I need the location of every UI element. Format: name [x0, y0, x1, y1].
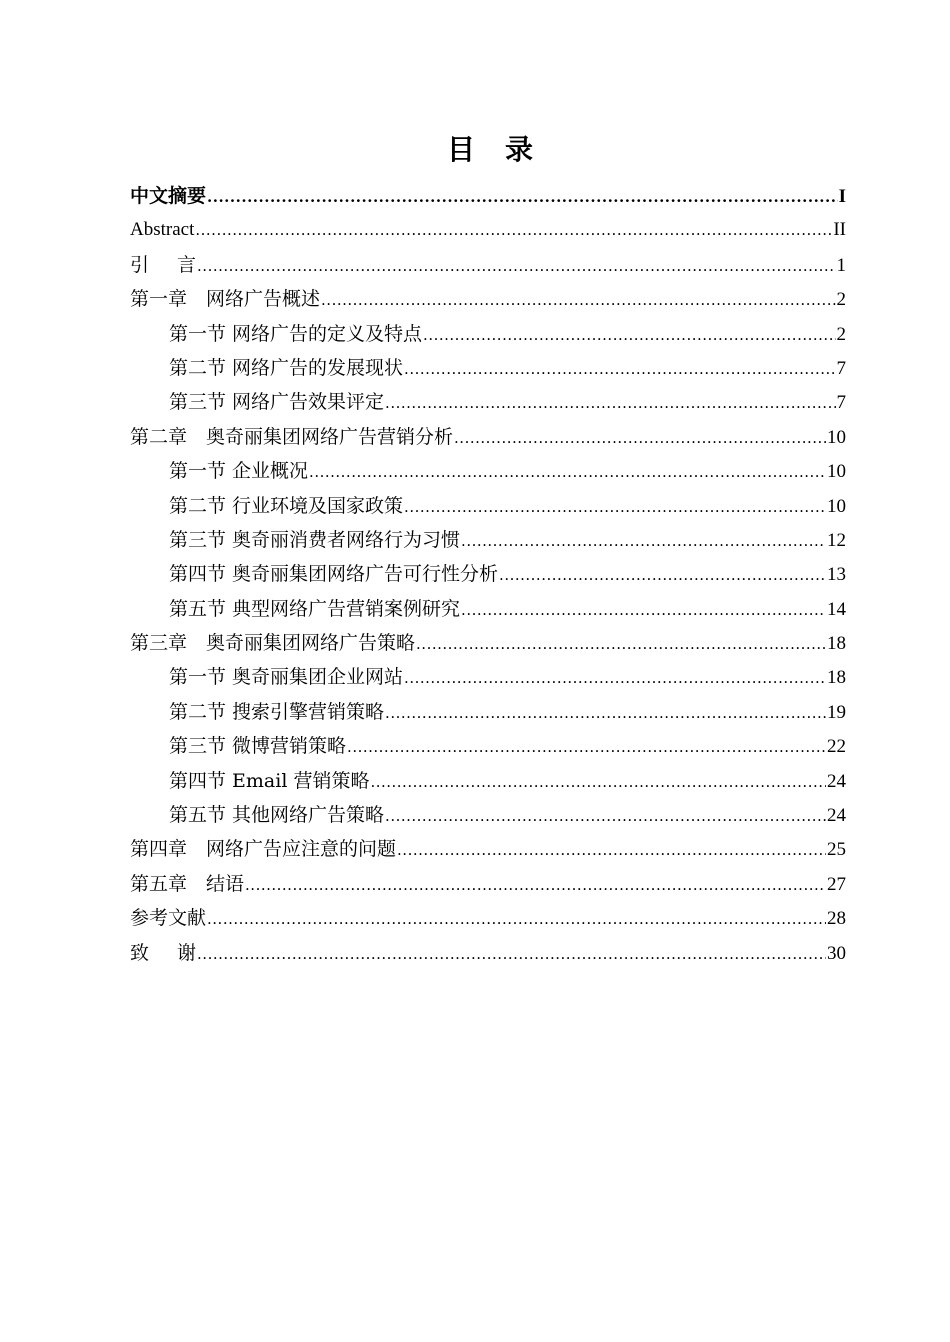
toc-leader-dots [499, 558, 826, 592]
toc-label-part: 第四章 [130, 838, 188, 861]
toc-leader-dots [245, 868, 826, 902]
toc-entry-label: 第一节 企业概况 [169, 460, 309, 483]
toc-page-number: I [838, 186, 846, 207]
toc-entry-section-2-2[interactable] [130, 489, 846, 523]
toc-page-number: 10 [827, 495, 846, 517]
toc-entry-label [130, 248, 196, 282]
toc-label-part: 第一章 [130, 288, 188, 311]
toc-entry-introduction[interactable] [130, 248, 846, 282]
toc-page-number: 1 [836, 254, 846, 276]
toc-page-number: 12 [827, 529, 846, 551]
toc-leader-dots [370, 765, 826, 799]
toc-entry-label: 参考文献 [130, 907, 207, 930]
toc-label-part: 言 [177, 253, 197, 276]
toc-entry-section-1-2[interactable] [130, 351, 846, 385]
toc-entry-label: 第二节 搜索引擎营销策略 [169, 700, 385, 723]
toc-entry-section-3-3[interactable] [130, 729, 846, 763]
toc-entry-section-1-1[interactable] [130, 317, 846, 351]
toc-entry-label: Abstract [130, 219, 195, 241]
toc-entry-label: 第二节 网络广告的发展现状 [169, 356, 404, 379]
toc-leader-dots [309, 455, 826, 489]
toc-entry-label: 第四节 Email 营销策略 [169, 769, 370, 792]
toc-page-number: 22 [827, 736, 846, 758]
title-char-2: 录 [505, 133, 534, 166]
toc-entry-section-2-5[interactable] [130, 592, 846, 626]
toc-leader-dots [404, 490, 826, 524]
toc-entry-label [130, 936, 196, 970]
toc-entry-label: 第三节 奥奇丽消费者网络行为习惯 [169, 528, 461, 551]
toc-leader-dots [385, 799, 826, 833]
toc-leader-dots [385, 696, 826, 730]
toc-label-part: 奥奇丽集团网络广告营销分析 [206, 425, 454, 448]
toc-page-number: 18 [827, 633, 846, 655]
toc-label-part: 第三章 [130, 632, 188, 655]
toc-entry-abstract[interactable] [130, 213, 846, 247]
toc-leader-dots [397, 833, 826, 867]
toc-label-part: 网络广告应注意的问题 [206, 838, 397, 861]
toc-leader-dots [404, 352, 835, 386]
toc-entry-label [130, 867, 244, 901]
toc-entry-label [130, 832, 396, 866]
toc-entry-chapter-2[interactable] [130, 420, 846, 454]
toc-page-number: 27 [827, 873, 846, 895]
toc-entry-chapter-5[interactable] [130, 867, 846, 901]
toc-label-part: 结语 [206, 872, 245, 895]
toc-entry-chapter-1[interactable] [130, 282, 846, 316]
toc-label-part: 奥奇丽集团网络广告策略 [206, 632, 416, 655]
toc-page-number: 24 [827, 770, 846, 792]
toc-page-number: 2 [836, 323, 846, 345]
toc-leader-dots [197, 937, 826, 971]
toc-entry-acknowledgements[interactable] [130, 936, 846, 970]
toc-entry-references[interactable] [130, 901, 846, 935]
toc-entry-label: 中文摘要 [130, 185, 207, 207]
title-char-1: 目 [446, 133, 475, 166]
toc-page-number: 10 [827, 461, 846, 483]
toc-leader-dots [321, 283, 835, 317]
toc-leader-dots [461, 524, 826, 558]
toc-page-number: 25 [827, 839, 846, 861]
toc-entry-chinese-abstract[interactable] [130, 179, 846, 213]
toc-label-part: 致 [130, 941, 150, 964]
toc-leader-dots [404, 661, 826, 695]
toc-label-part: 网络广告概述 [206, 288, 321, 311]
toc-entry-label: 第五节 典型网络广告营销案例研究 [169, 597, 461, 620]
toc-page-number: 2 [836, 289, 846, 311]
toc-page-number: 18 [827, 667, 846, 689]
toc-page-number: 7 [836, 357, 846, 379]
toc-entry-chapter-4[interactable] [130, 832, 846, 866]
toc-entry-label: 第三节 网络广告效果评定 [169, 391, 385, 414]
toc-entry-section-3-5[interactable] [130, 798, 846, 832]
toc-label-part: 第五章 [130, 872, 188, 895]
table-of-contents [130, 179, 846, 970]
toc-page-number: 24 [827, 805, 846, 827]
toc-leader-dots [461, 593, 826, 627]
toc-entry-label [130, 626, 415, 660]
page-title [0, 128, 950, 168]
toc-leader-dots [416, 627, 826, 661]
toc-page-number: II [833, 219, 846, 241]
toc-entry-label [130, 420, 453, 454]
toc-entry-section-2-1[interactable] [130, 454, 846, 488]
toc-leader-dots [197, 249, 835, 283]
toc-entry-section-2-4[interactable] [130, 557, 846, 591]
toc-entry-label [130, 282, 320, 316]
toc-leader-dots [207, 180, 838, 214]
toc-entry-section-3-2[interactable] [130, 695, 846, 729]
toc-entry-section-1-3[interactable] [130, 385, 846, 419]
toc-entry-label: 第三节 微博营销策略 [169, 735, 347, 758]
toc-entry-label: 第四节 奥奇丽集团网络广告可行性分析 [169, 563, 499, 586]
toc-leader-dots [207, 902, 826, 936]
toc-entry-chapter-3[interactable] [130, 626, 846, 660]
toc-entry-label: 第五节 其他网络广告策略 [169, 804, 385, 827]
toc-page-number: 28 [827, 908, 846, 930]
toc-leader-dots [454, 421, 826, 455]
toc-page-number: 30 [827, 942, 846, 964]
toc-label-part: 第二章 [130, 425, 188, 448]
toc-leader-dots [347, 730, 826, 764]
toc-page-number: 10 [827, 426, 846, 448]
toc-page-number: 7 [836, 392, 846, 414]
toc-label-part: 引 [130, 253, 150, 276]
toc-label-part: 谢 [177, 941, 197, 964]
toc-page-number: 19 [827, 701, 846, 723]
toc-leader-dots [385, 386, 835, 420]
toc-entry-section-3-4[interactable] [130, 764, 846, 798]
toc-entry-section-3-1[interactable] [130, 660, 846, 694]
toc-entry-section-2-3[interactable] [130, 523, 846, 557]
toc-leader-dots [195, 213, 832, 247]
toc-entry-label: 第二节 行业环境及国家政策 [169, 494, 404, 517]
toc-entry-label: 第一节 奥奇丽集团企业网站 [169, 666, 404, 689]
toc-page-number: 13 [827, 564, 846, 586]
toc-leader-dots [423, 318, 835, 352]
toc-entry-label: 第一节 网络广告的定义及特点 [169, 322, 423, 345]
toc-page-number: 14 [827, 598, 846, 620]
